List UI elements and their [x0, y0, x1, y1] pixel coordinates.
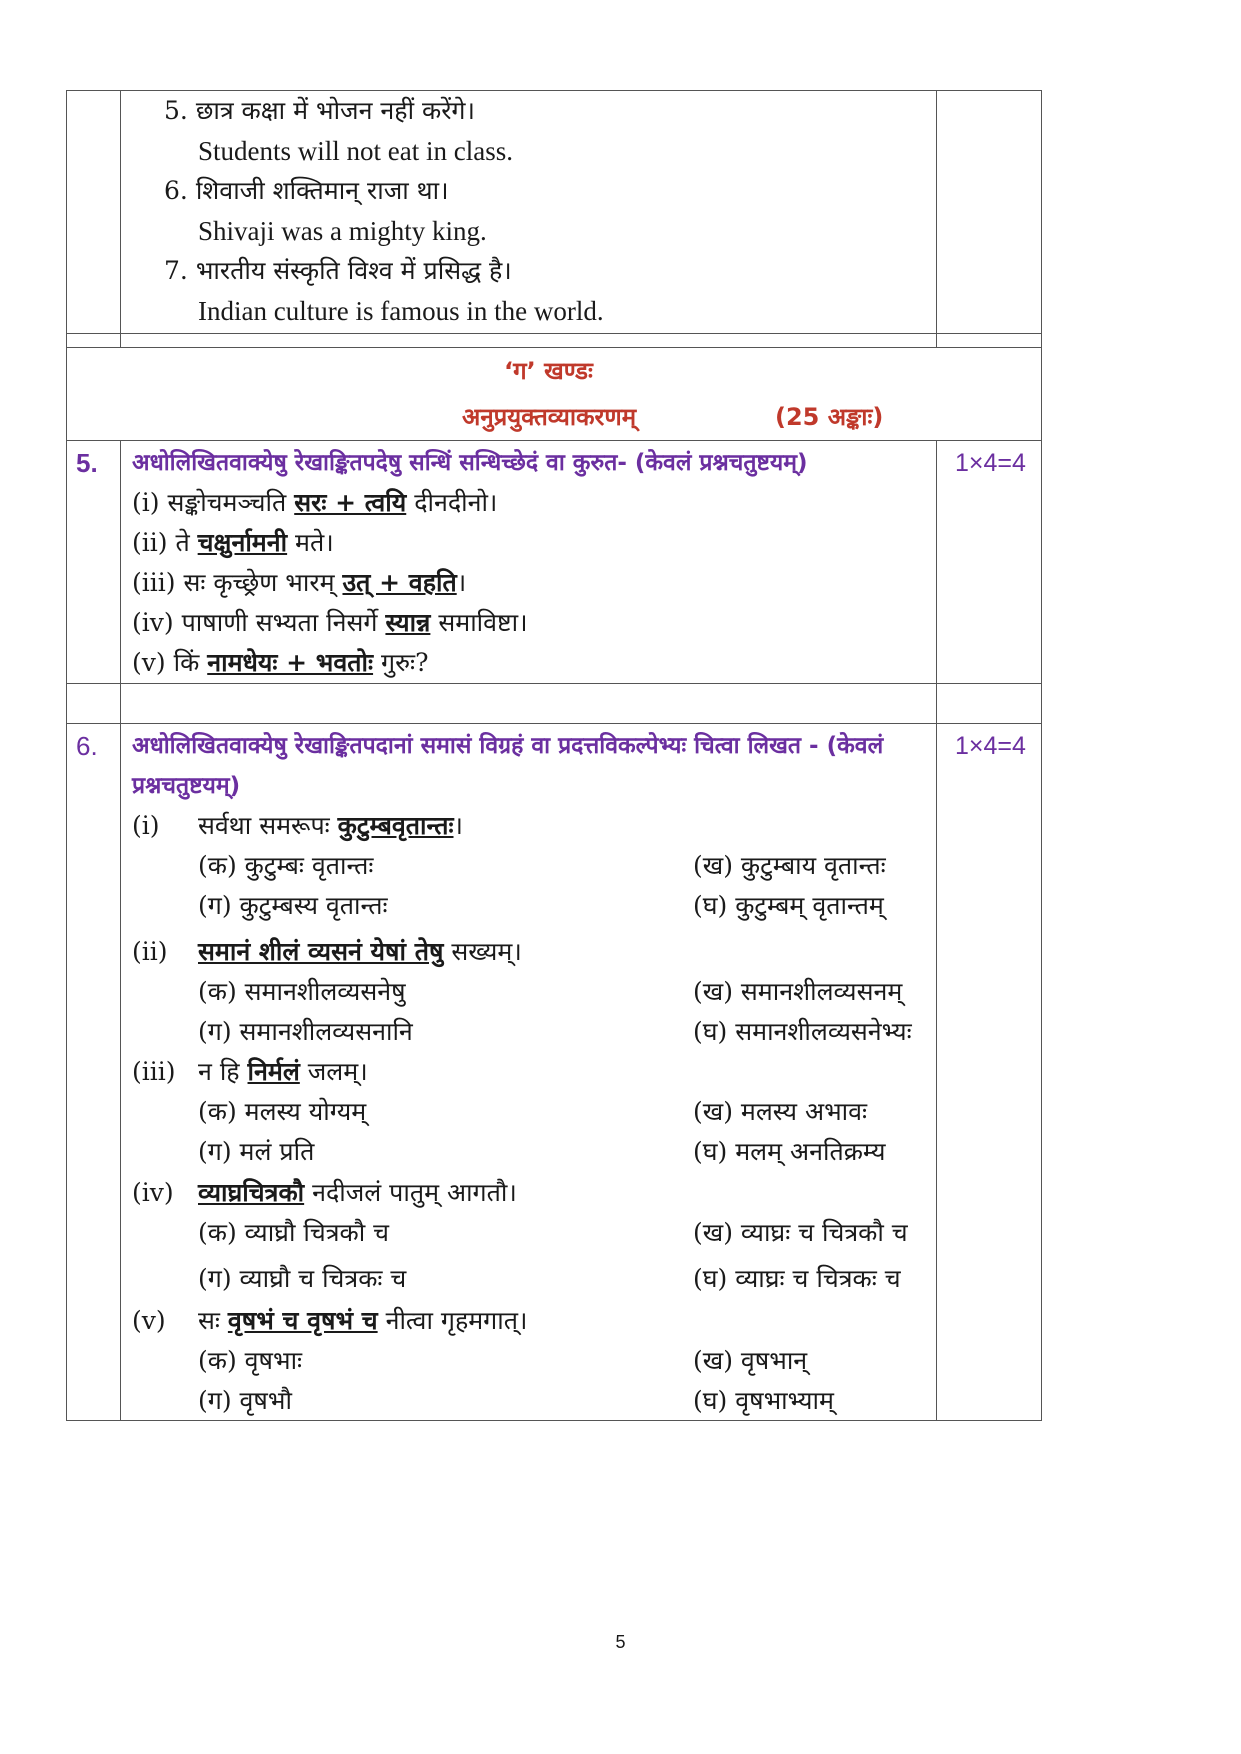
translation-item — [164, 94, 475, 128]
item-text: । — [453, 811, 463, 840]
item-text: सः — [198, 1306, 228, 1335]
option-kha: (ख) वृषभान् — [693, 1346, 808, 1375]
item-text: सः कृच्छ्रेण भारम् — [183, 568, 343, 597]
item-text: समाविष्टा। — [430, 608, 528, 637]
option-kha: (ख) कुटुम्बाय वृतान्तः — [693, 851, 886, 880]
samasa-item-label: (i) — [132, 811, 160, 840]
question-instruction: अधोलिखितवाक्येषु रेखाङ्कितपदेषु सन्धिं सन्धिच्छेदं वा कुरुत- (केवलं प्रश्नचतुष्टयम्) — [132, 450, 808, 476]
table-border-bottom — [66, 1420, 1042, 1421]
underlined-word: सरः + त्वयि — [294, 488, 407, 517]
table-border-right — [1041, 90, 1042, 1421]
table-rule — [66, 333, 1042, 334]
item-label: (iii) — [132, 568, 176, 597]
samasa-item — [198, 809, 463, 843]
sandhi-item — [132, 646, 429, 680]
sandhi-item — [132, 486, 497, 520]
option-ga: (ग) व्याघ्रौ च चित्रकः च — [198, 1264, 407, 1293]
item-label: (i) — [132, 488, 160, 517]
option-ga: (ग) कुटुम्बस्य वृतान्तः — [198, 891, 388, 920]
samasa-item-label: (iii) — [132, 1057, 176, 1086]
section-subtitle: अनुप्रयुक्तव्याकरणम् — [462, 403, 637, 431]
item-text: दीनदीनो। — [406, 488, 498, 517]
sandhi-item — [132, 526, 334, 560]
item-text: पाषाणी सभ्यता निसर्गे — [181, 608, 386, 637]
item-label: (ii) — [132, 528, 168, 557]
item-text: जलम्। — [299, 1057, 368, 1086]
item-text: । — [456, 568, 467, 597]
hindi-sentence: भारतीय संस्कृति विश्व में प्रसिद्ध है। — [195, 256, 512, 285]
underlined-word: निर्मलं — [247, 1057, 300, 1086]
item-text: किं — [173, 648, 208, 677]
option-ka: (क) समानशीलव्यसनेषु — [198, 977, 406, 1006]
page-number: 5 — [615, 1632, 626, 1652]
option-kha: (ख) मलस्य अभावः — [693, 1097, 868, 1126]
option-ka: (क) व्याघ्रौ चित्रकौ च — [198, 1218, 390, 1247]
option-kha: (ख) समानशीलव्यसनम् — [693, 977, 903, 1006]
item-text: ते — [175, 528, 198, 557]
item-text: नदीजलं पातुम् आगतौ। — [304, 1178, 517, 1207]
samasa-item — [198, 1176, 517, 1210]
underlined-word: स्यान्न — [385, 608, 431, 637]
underlined-word: कुटुम्बवृतान्तः — [337, 811, 454, 840]
option-gha: (घ) कुटुम्बम् वृतान्तम् — [693, 891, 884, 920]
option-gha: (घ) व्याघ्रः च चित्रकः च — [693, 1264, 901, 1293]
column-divider — [120, 440, 121, 1421]
item-number: 6. — [164, 176, 188, 205]
item-text: नीत्वा गृहमगात्। — [377, 1306, 528, 1335]
item-number: 7. — [164, 256, 188, 285]
item-text: मते। — [287, 528, 334, 557]
item-text: न हि — [198, 1057, 248, 1086]
samasa-item — [198, 1055, 368, 1089]
option-gha: (घ) समानशीलव्यसनेभ्यः — [693, 1017, 912, 1046]
underlined-word: समानं शीलं व्यसनं येषां तेषु — [198, 937, 444, 966]
sandhi-item — [132, 566, 466, 600]
samasa-item — [198, 935, 522, 969]
question-instruction-continued: प्रश्नचतुष्टयम्) — [132, 773, 241, 799]
table-rule — [66, 347, 1042, 348]
table-border-left — [66, 90, 67, 1421]
english-sentence: Indian culture is famous in the world. — [198, 296, 604, 326]
hindi-sentence: शिवाजी शक्तिमान् राजा था। — [195, 176, 449, 205]
option-gha: (घ) वृषभाभ्याम् — [693, 1386, 834, 1415]
table-rule — [66, 723, 1042, 724]
table-border-top — [66, 90, 1042, 91]
option-gha: (घ) मलम् अनतिक्रम्य — [693, 1137, 886, 1166]
underlined-word: व्याघ्रचित्रकौ — [198, 1178, 305, 1207]
option-ga: (ग) वृषभौ — [198, 1386, 292, 1415]
samasa-item — [198, 1304, 527, 1338]
question-marks: 1×4=4 — [955, 449, 1026, 477]
option-ka: (क) कुटुम्बः वृतान्तः — [198, 851, 374, 880]
translation-item — [164, 254, 512, 288]
item-text: गुरुः? — [373, 648, 429, 677]
underlined-word: नामधेयः + भवतोः — [207, 648, 374, 677]
underlined-word: वृषभं च वृषभं च — [227, 1306, 378, 1335]
samasa-item-label: (v) — [132, 1306, 166, 1335]
translation-item — [164, 174, 449, 208]
column-divider — [936, 440, 937, 1421]
item-label: (iv) — [132, 608, 174, 637]
hindi-sentence: छात्र कक्षा में भोजन नहीं करेंगे। — [195, 96, 475, 125]
table-rule — [66, 440, 1042, 441]
item-label: (v) — [132, 648, 166, 677]
column-divider — [936, 90, 937, 348]
table-rule — [66, 683, 1042, 684]
underlined-word: चक्षुर्नामनी — [197, 528, 288, 557]
english-sentence: Shivaji was a mighty king. — [198, 216, 487, 246]
item-text: सख्यम्। — [443, 937, 522, 966]
option-ka: (क) मलस्य योग्यम् — [198, 1097, 367, 1126]
question-number: 5. — [76, 448, 98, 478]
column-divider — [120, 90, 121, 348]
underlined-word: उत् + वहति — [342, 568, 457, 597]
option-ga: (ग) समानशीलव्यसनानि — [198, 1017, 413, 1046]
english-sentence: Students will not eat in class. — [198, 136, 513, 166]
question-instruction: अधोलिखितवाक्येषु रेखाङ्कितपदानां समासं विग्रहं वा प्रदत्तविकल्पेभ्यः चित्वा लिखत - (केवलं — [132, 733, 884, 759]
samasa-item-label: (ii) — [132, 937, 168, 966]
option-kha: (ख) व्याघ्रः च चित्रकौ च — [693, 1218, 908, 1247]
section-marks: (25 अङ्काः) — [775, 403, 884, 431]
question-number: 6. — [76, 731, 98, 761]
samasa-item-label: (iv) — [132, 1178, 174, 1207]
option-ga: (ग) मलं प्रति — [198, 1137, 315, 1166]
sandhi-item — [132, 606, 528, 640]
item-text: सर्वथा समरूपः — [198, 811, 338, 840]
question-marks: 1×4=4 — [955, 732, 1026, 760]
section-title: ‘ग’ खण्डः — [504, 357, 593, 385]
item-text: सङ्कोचमञ्चति — [167, 488, 295, 517]
option-ka: (क) वृषभाः — [198, 1346, 303, 1375]
item-number: 5. — [164, 96, 188, 125]
